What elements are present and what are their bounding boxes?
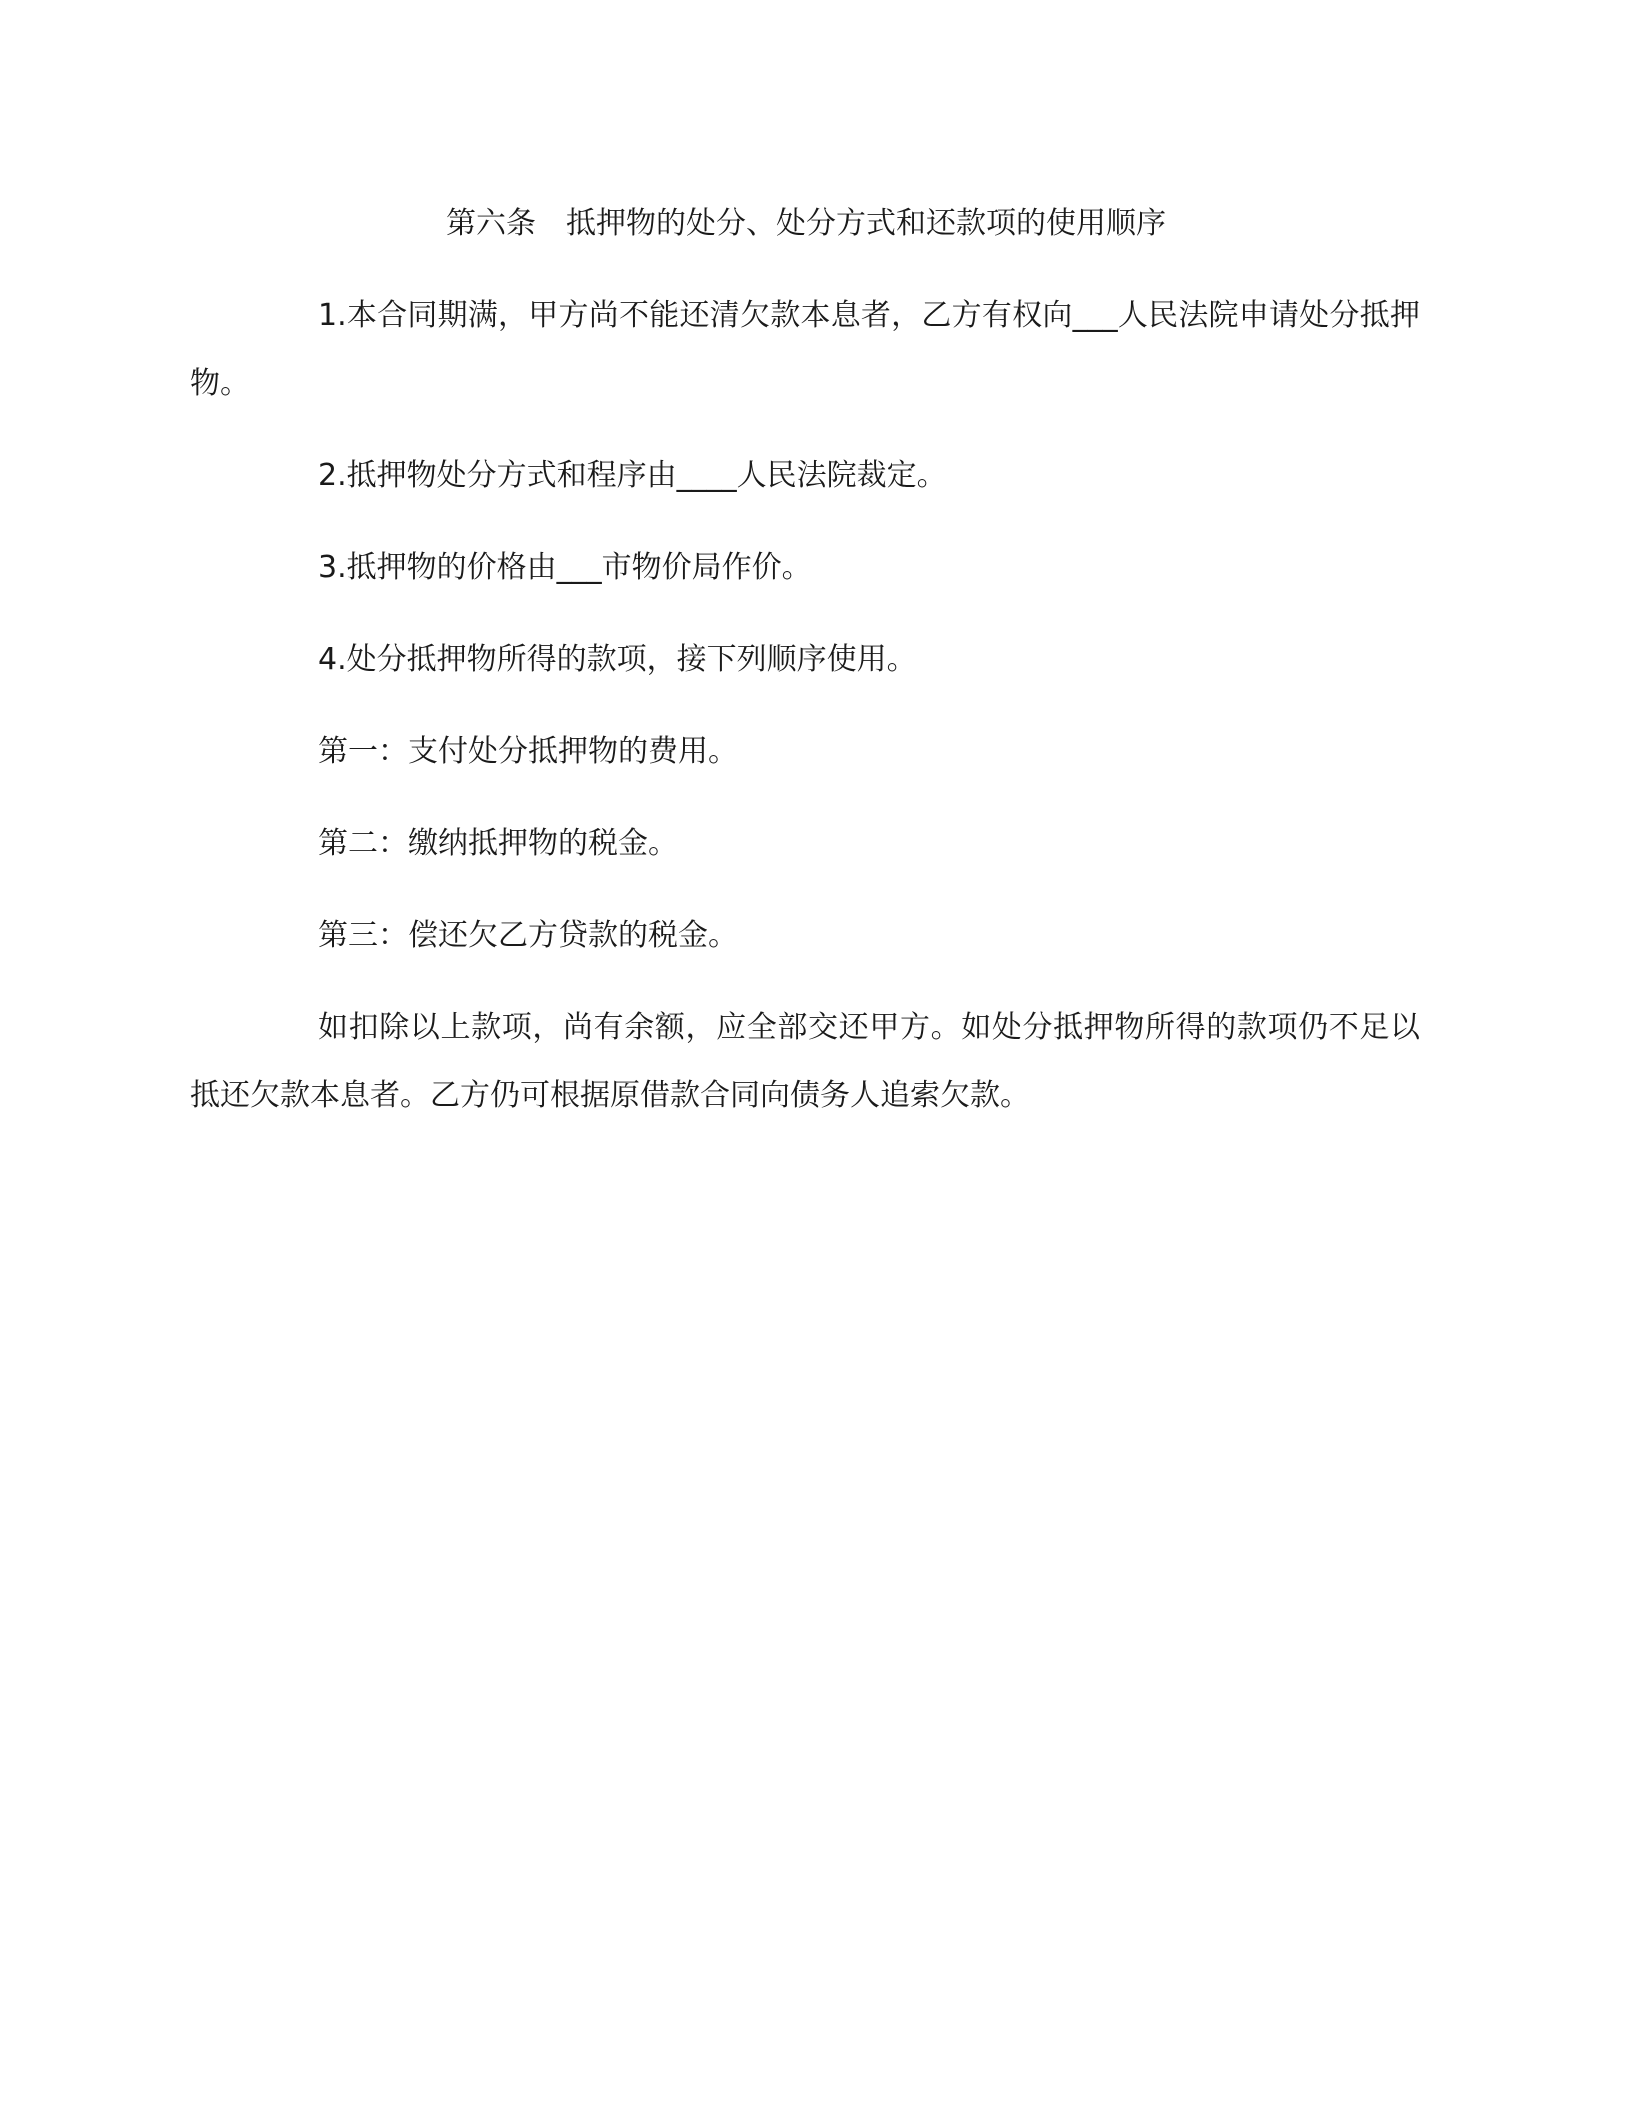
article-number: 第六条 (446, 206, 536, 241)
paragraph-1: 1.本合同期满，甲方尚不能还清欠款本息者，乙方有权向___人民法院申请处分抵押物。 (190, 298, 1420, 401)
paragraph-second: 第二：缴纳抵押物的税金。 (318, 826, 678, 861)
paragraph-third: 第三：偿还欠乙方贷款的税金。 (318, 918, 738, 953)
paragraph-3: 3.抵押物的价格由___市物价局作价。 (318, 550, 812, 585)
paragraph-4: 4.处分抵押物所得的款项，接下列顺序使用。 (318, 642, 917, 677)
paragraph-2: 2.抵押物处分方式和程序由____人民法院裁定。 (318, 458, 947, 493)
paragraph-remainder: 如扣除以上款项，尚有余额，应全部交还甲方。如处分抵押物所得的款项仍不足以抵还欠款本息者。乙方仍可根据原借款合同向债务人追索欠款。 (190, 1010, 1420, 1113)
article-title: 抵押物的处分、处分方式和还款项的使用顺序 (566, 206, 1166, 241)
document-body (190, 190, 1420, 1154)
paragraph-first: 第一：支付处分抵押物的费用。 (318, 734, 738, 769)
article-heading (190, 190, 1420, 258)
